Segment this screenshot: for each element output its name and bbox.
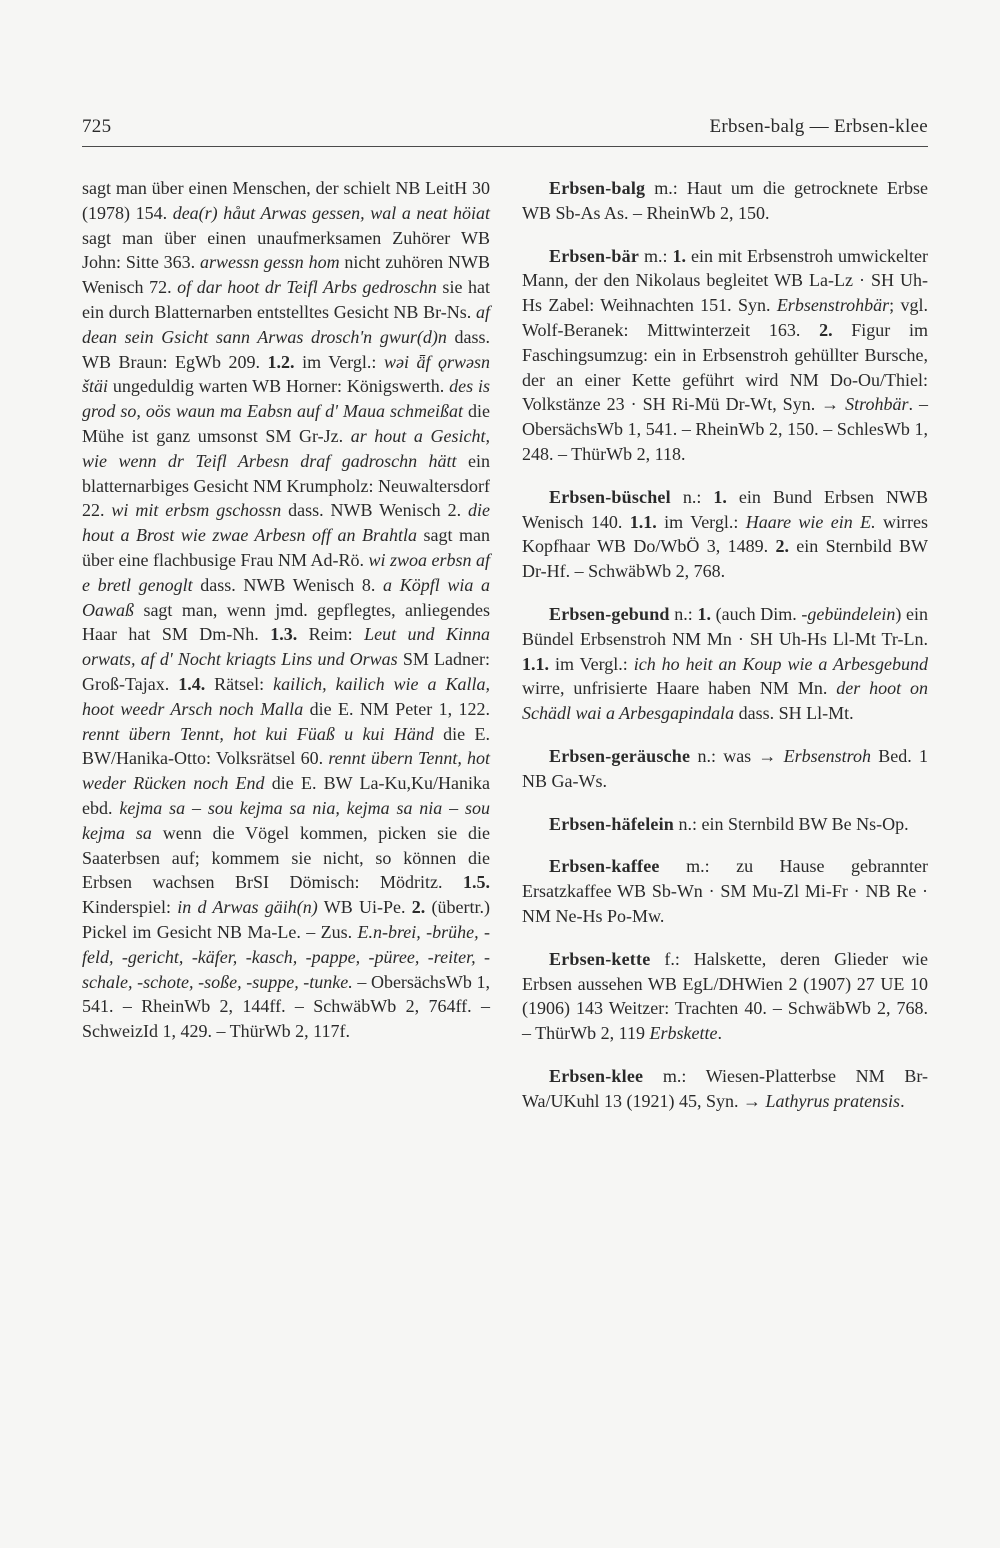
body-text: die Mühe ist ganz umsonst SM Gr-Jz. xyxy=(82,401,490,446)
dictionary-entry xyxy=(522,947,928,1046)
body-text: f.: Halskette, deren Glieder wie Erbsen aussehen WB EgL/DHWien 2 (1907) 27 UE 10 (1906) 143 Weitzer: Trachten 40. – SchwäbWb 2, 768. – ThürWb 2, 119 xyxy=(522,948,928,1044)
dictionary-entry xyxy=(522,812,928,837)
italic-text: in d Arwas gäih(n) xyxy=(177,897,318,918)
entry-lemma: Erbsen-gebund xyxy=(549,603,670,624)
italic-text: Lathyrus pratensis xyxy=(765,1090,901,1111)
sense-number: 1.1. xyxy=(629,511,657,532)
italic-text: kailich, kailich wie a Kalla, hoot weedr Arsch noch Malla xyxy=(82,673,491,719)
entry-lemma: Erbsen-kaffee xyxy=(549,856,660,877)
body-text: . xyxy=(717,1023,722,1044)
italic-text: rennt übern Tennt, hot kui Füaß u kui Händ xyxy=(82,723,434,744)
sense-number: 1. xyxy=(713,486,727,507)
body-text: n.: xyxy=(670,486,714,507)
sense-number: 2. xyxy=(819,319,833,340)
sense-number: 1.2. xyxy=(267,351,295,372)
body-text: m.: zu Hause gebrannter Ersatzkaffee WB Sb-Wn · SM Mu-Zl Mi-Fr · NB Re · NM Ne-Hs Po-Mw. xyxy=(522,856,928,926)
body-text: ungeduldig warten WB Horner: Königswerth. xyxy=(108,376,450,397)
sense-number: 1.3. xyxy=(270,624,298,645)
body-text: ein Bund Erbsen NWB Wenisch 140. xyxy=(522,486,928,532)
sense-number: 1.4. xyxy=(178,673,206,694)
body-text: die E. BW La-Ku,Ku/Hanika ebd. xyxy=(82,773,490,818)
body-text: im Vergl.: xyxy=(549,653,634,674)
italic-text: des is grod so, oös waun ma Eabsn auf d' Maua schmeißat xyxy=(82,376,490,422)
body-text: wirre, unfrisierte Haare haben NM Mn. xyxy=(522,678,837,699)
body-text: sie hat ein durch Blatternarben entstelltes Gesicht NB Br-Ns. xyxy=(82,277,490,322)
italic-text: Erbsenstrohbär xyxy=(776,295,890,316)
right-column xyxy=(522,176,928,1132)
entry-lemma: Erbsen-geräusche xyxy=(549,745,691,766)
page-number: 725 xyxy=(82,116,112,137)
entry-lemma: Erbsen-büschel xyxy=(549,486,671,507)
body-text: nicht zuhören NWB Wenisch 72. xyxy=(82,252,490,298)
italic-text: of dar hoot dr Teifl Arbs gedroschn xyxy=(177,277,437,298)
italic-text: Haare wie ein E. xyxy=(745,511,876,532)
entry-lemma: Erbsen-bär xyxy=(549,245,640,266)
body-text: n.: ein Sternbild BW Be Ns-Op. xyxy=(674,813,909,834)
entry-lemma: Erbsen-klee xyxy=(549,1065,644,1086)
body-text: n.: xyxy=(669,603,698,624)
italic-text: af dean sein Gsicht sann Arwas drosch'n gwur(d)n xyxy=(82,301,490,347)
italic-text: ar hout a Gesicht, wie wenn dr Teifl Arbesn draf gadroschn hätt xyxy=(82,425,490,471)
body-text: Kinderspiel: xyxy=(82,897,178,918)
body-text: m.: Haut um die getrocknete Erbse WB Sb-As As. – RheinWb 2, 150. xyxy=(522,178,928,223)
body-text: m.: Wiesen-Platterbse NM Br-Wa/UKuhl 13 (1921) 45, Syn. → xyxy=(522,1065,928,1111)
body-text: . xyxy=(900,1090,905,1111)
body-text: dass. SH Ll-Mt. xyxy=(734,703,854,724)
italic-text: die hout a Brost wie zwae Arbesn off an Brahtla xyxy=(82,500,491,546)
body-text: SM Ladner: Groß-Tajax. xyxy=(82,649,490,694)
left-column xyxy=(82,176,490,1044)
body-text: (auch Dim. xyxy=(710,603,802,624)
body-text: ; vgl. Wolf-Beranek: Mittwinterzeit 163. xyxy=(522,295,928,340)
entry-lemma: Erbsen-kette xyxy=(549,948,651,969)
body-text: sagt man, wenn jmd. gepflegtes, anliegendes Haar hat SM Dm-Nh. xyxy=(82,599,490,645)
body-text: ein mit Erbsenstroh umwickelter Mann, der den Nikolaus begleitet WB La-Lz · SH Uh-Hs Zabel: Weihnachten 151. Syn. xyxy=(522,245,928,316)
dictionary-entry xyxy=(522,854,928,928)
entry-lemma: Erbsen-balg xyxy=(549,178,646,198)
body-text: ) ein Bündel Erbsenstroh NM Mn · SH Uh-Hs Ll-Mt Tr-Ln. xyxy=(522,603,928,649)
body-text: . – ObersächsWb 1, 541. – RheinWb 2, 150. – SchlesWb 1, 248. – ThürWb 2, 118. xyxy=(522,394,928,464)
body-text: sagt man über einen unaufmerksamen Zuhörer WB John: Sitte 363. xyxy=(82,227,490,273)
running-head: Erbsen-balg — Erbsen-klee xyxy=(709,116,928,137)
italic-text: der hoot on Schädl wai a Arbesgapindala xyxy=(522,678,928,724)
entry-lemma: Erbsen-häfelein xyxy=(549,813,675,834)
italic-text: E.n-brei, -brühe, -feld, -gericht, -käfer, -kasch, -pappe, -püree, -reiter, -schale, -schote, -soße, -suppe, -tunke. xyxy=(82,921,490,992)
sense-number: 1.5. xyxy=(463,872,490,893)
body-text: ein blatternarbiges Gesicht NM Krumpholz: Neuwaltersdorf 22. xyxy=(82,450,490,521)
body-text: dass. NWB Wenisch 8. xyxy=(192,574,384,595)
body-text: n.: was → xyxy=(690,745,784,766)
italic-text: wi zwoa erbsn af e bretl genoglt xyxy=(82,549,490,595)
page-header xyxy=(82,116,928,147)
body-text: Figur im Faschingsumzug: ein in Erbsenstroh gehüllter Bursche, der an einer Kette geführt wird NM Do-Ou/Thiel: Volkstänze 23 · SH Ri-Mü Dr-Wt, Syn. → xyxy=(522,319,929,415)
italic-text: dea(r) håut Arwas gessen, wal a neat höiat xyxy=(172,202,490,223)
dictionary-entry xyxy=(522,1064,928,1114)
dictionary-entry xyxy=(522,244,928,467)
sense-number: 1.1. xyxy=(522,653,549,674)
body-text: wirres Kopfhaar WB Do/WbÖ 3, 1489. xyxy=(522,511,929,557)
body-text: dass. NWB Wenisch 2. xyxy=(281,500,469,521)
body-text: Reim: xyxy=(297,624,365,645)
body-text: sagt man über einen Menschen, der schielt NB LeitH 30 (1978) 154. xyxy=(82,178,490,223)
italic-text: kejma sa – sou kejma sa nia, kejma sa nia – sou kejma sa xyxy=(82,797,490,843)
body-text: im Vergl.: xyxy=(656,511,746,532)
body-text: m.: xyxy=(639,245,673,266)
italic-text: rennt übern Tennt, hot weder Rücken noch End xyxy=(82,748,491,794)
body-text: – ObersächsWb 1, 541. – RheinWb 2, 144ff. – SchwäbWb 2, 764ff. – SchweizId 1, 429. – ThürWb 2, 117f. xyxy=(82,971,490,1042)
dictionary-entry xyxy=(522,602,928,726)
body-text: Rätsel: xyxy=(205,673,274,694)
italic-text: wi mit erbsm gschossn xyxy=(111,500,282,521)
italic-text: Leut und Kinna orwats, af d' Nocht kriagts Lins und Orwas xyxy=(82,624,490,670)
italic-text: Erbskette xyxy=(649,1023,718,1044)
sense-number: 1. xyxy=(672,245,687,266)
body-text: dass. WB Braun: EgWb 209. xyxy=(82,326,490,372)
italic-text: a Köpfl wia a Oawaß xyxy=(82,574,491,620)
body-text: sagt man über eine flachbusige Frau NM Ad-Rö. xyxy=(82,525,490,570)
body-text: die E. BW/Hanika-Otto: Volksrätsel 60. xyxy=(82,723,490,769)
sense-number: 1. xyxy=(697,603,711,624)
sense-number: 2. xyxy=(411,897,426,918)
body-text: (übertr.) Pickel im Gesicht NB Ma-Le. – Zus. xyxy=(82,897,490,942)
italic-text: arwessn gessn hom xyxy=(199,252,340,273)
italic-text: ich ho heit an Koup wie a Arbesgebund xyxy=(633,653,928,674)
body-text: Bed. 1 NB Ga-Ws. xyxy=(522,745,928,791)
dictionary-entry xyxy=(522,744,928,794)
body-text: ein Sternbild BW Dr-Hf. – SchwäbWb 2, 768. xyxy=(522,536,929,582)
italic-text: wǝi ǟf ǫrwǝsn štäi xyxy=(82,351,490,397)
body-text: die E. NM Peter 1, 122. xyxy=(303,698,490,719)
body-text: wenn die Vögel kommen, picken sie die Saaterbsen auf; kommem sie nicht, so können die Erbsen wachsen BrSI Dömisch: Mödritz. xyxy=(82,822,491,893)
body-text: WB Ui-Pe. xyxy=(317,897,412,918)
continuation-paragraph xyxy=(82,176,490,1044)
italic-text: Erbsenstroh xyxy=(783,745,872,766)
italic-text: Strohbär xyxy=(845,394,909,415)
sense-number: 2. xyxy=(775,536,789,557)
dictionary-entry xyxy=(522,485,928,584)
italic-text: -gebündelein xyxy=(801,603,896,624)
body-text: im Vergl.: xyxy=(294,351,384,372)
dictionary-entry xyxy=(522,176,928,226)
